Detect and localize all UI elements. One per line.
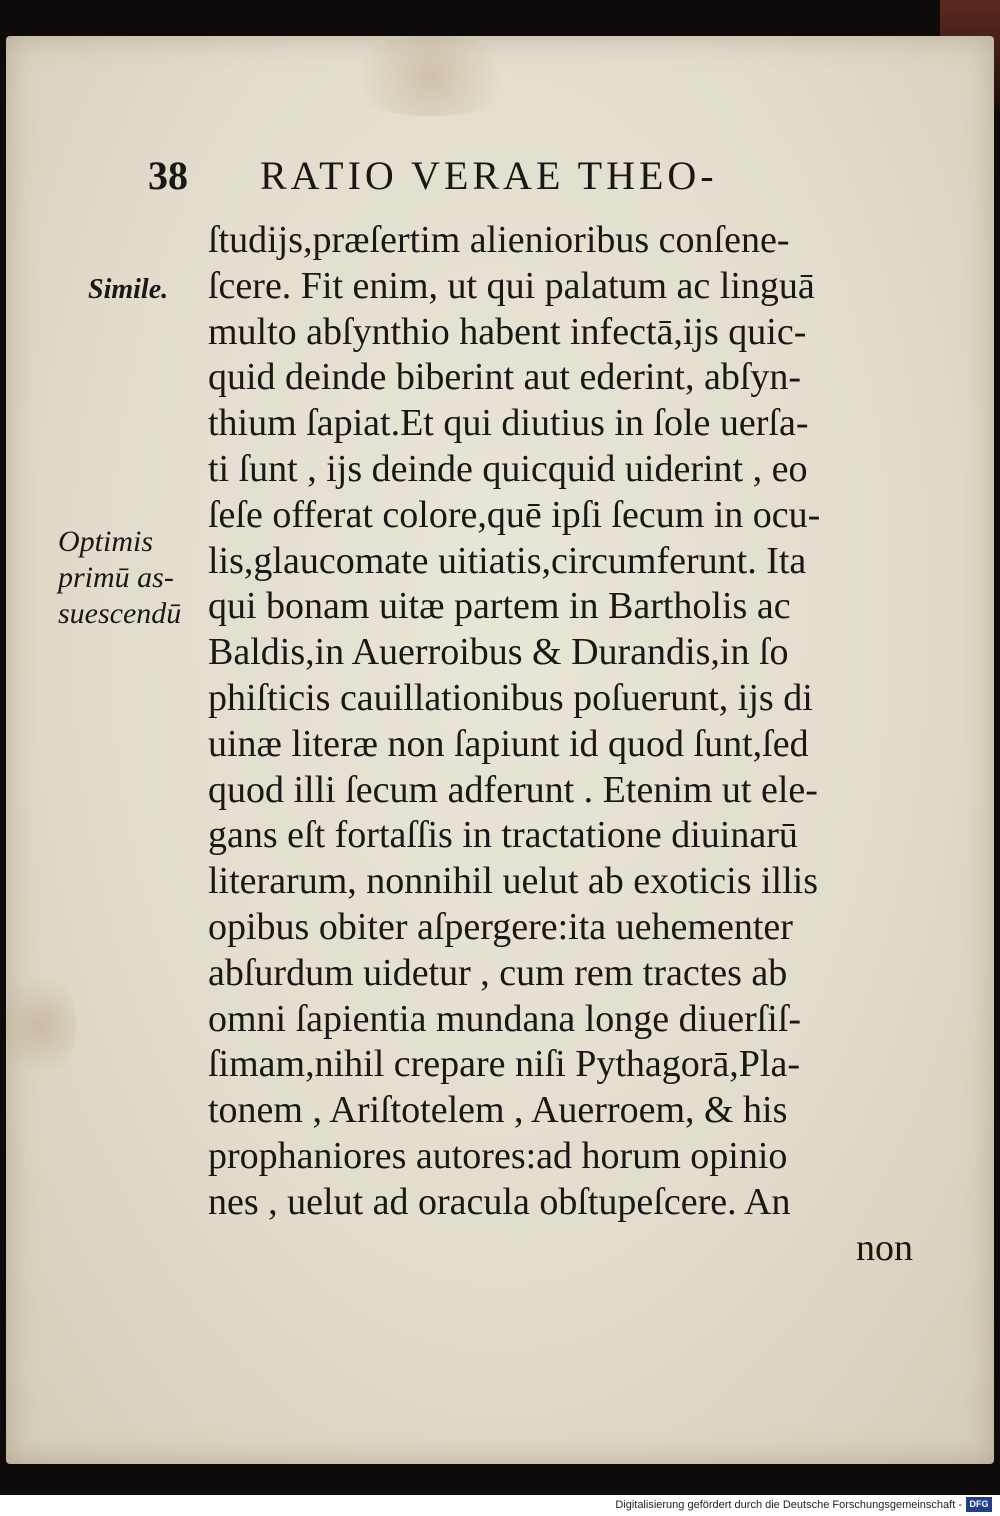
- text-line: ti ſunt , ijs deinde quicquid uiderint , eo: [208, 447, 808, 490]
- running-title: RATIO VERAE THEO-: [260, 153, 718, 198]
- funding-credit: Digitalisierung gefördert durch die Deutsche Forschungsgemeinschaft -: [615, 1499, 962, 1511]
- text-line: lis,glaucomate uitiatis,circumferunt. Ita: [208, 539, 807, 582]
- text-line: phiſticis cauillationibus poſuerunt, ijs di: [208, 676, 813, 719]
- text-line: omni ſapientia mundana longe diuerſiſ-: [208, 997, 802, 1040]
- marginal-note-line: primū as-: [58, 561, 174, 594]
- text-line: quod illi ſecum adferunt . Etenim ut ele-: [208, 768, 818, 811]
- text-line: quid deinde biberint aut ederint, abſyn-: [208, 356, 802, 399]
- text-line: gans eſt fortaſſis in tractatione diuinarū: [208, 814, 798, 857]
- dfg-logo: DFG: [966, 1497, 992, 1512]
- page-number: 38: [148, 153, 188, 198]
- footer-bar: [0, 1495, 1000, 1516]
- text-line: multo abſynthio habent infectā,ijs quic-: [208, 310, 807, 353]
- text-line: ſimam,nihil crepare niſi Pythagorā,Pla-: [208, 1043, 801, 1086]
- text-line: nes , uelut ad oracula obſtupeſcere. An: [208, 1180, 791, 1223]
- text-line: opibus obiter aſpergere:ita uehementer: [208, 905, 793, 948]
- catchword: non: [856, 1226, 913, 1269]
- text-line: ſtudijs,præſertim alienioribus conſene-: [208, 219, 790, 261]
- page-stain: [6, 966, 76, 1086]
- text-line: ſcere. Fit enim, ut qui palatum ac linguā: [208, 264, 815, 307]
- marginal-note-optimis: [58, 524, 208, 632]
- text-line: uinæ literæ non ſapiunt id quod ſunt,ſed: [208, 722, 809, 765]
- page-header: [140, 150, 840, 210]
- text-line: prophaniores autores:ad horum opinio: [208, 1134, 788, 1177]
- marginal-note-line: suescendū: [58, 597, 182, 630]
- text-line: ſeſe offerat colore,quē ipſi ſecum in ocu-: [208, 493, 821, 536]
- body-text: [208, 218, 923, 1271]
- text-line: qui bonam uitæ partem in Bartholis ac: [208, 585, 791, 628]
- page-stain: [336, 36, 526, 116]
- text-line: tonem , Ariſtotelem , Auerroem, & his: [208, 1089, 788, 1132]
- marginal-note-line: Optimis: [58, 525, 154, 558]
- text-line: abſurdum uidetur , cum rem tractes ab: [208, 951, 788, 994]
- marginal-note-simile: Simile.: [88, 274, 169, 305]
- text-line: thium ſapiat.Et qui diutius in ſole uerſa-: [208, 402, 809, 445]
- text-line: literarum, nonnihil uelut ab exoticis illis: [208, 860, 819, 903]
- text-line: Baldis,in Auerroibus & Durandis,in ſo: [208, 631, 789, 674]
